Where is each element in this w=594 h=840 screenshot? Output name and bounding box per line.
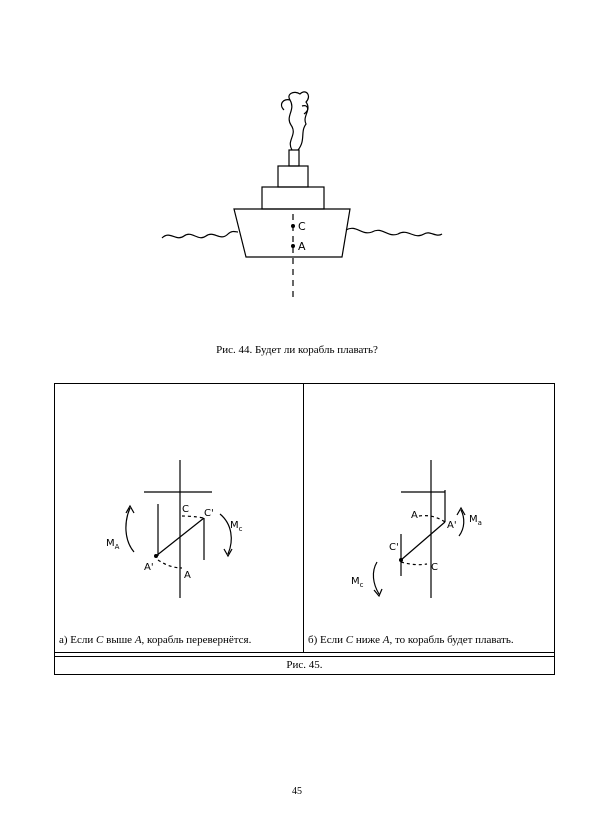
label-c: C [298, 220, 306, 233]
ship-chimney [289, 150, 299, 166]
figure-45-caption: Рис. 45. [286, 659, 323, 671]
diagram-a [100, 450, 260, 610]
moment-arrow-a [459, 510, 464, 536]
wave-right [346, 228, 442, 235]
label-a: A [411, 510, 418, 521]
wave-left [162, 232, 238, 239]
label-c-prime: C' [204, 508, 214, 519]
moment-arrow-a [126, 508, 134, 552]
panel-divider [303, 383, 304, 653]
label-a: A [184, 570, 191, 581]
caption-row-line [54, 656, 555, 657]
label-m-a: $M_a$ [469, 514, 482, 527]
ship-drawing [150, 80, 450, 305]
ship-hull [234, 209, 350, 257]
figure-44-caption: Рис. 44. Будет ли корабль плавать? [216, 344, 378, 356]
label-c-prime: C' [389, 542, 399, 553]
diagram-b [335, 450, 495, 610]
panel-b-caption: б) Если C ниже A, то корабль будет плавать. [308, 634, 514, 646]
label-m-a: $M_A$ [106, 538, 120, 551]
point-c [291, 224, 295, 228]
ship-lower-cabin [262, 187, 324, 209]
ship-upper-cabin [278, 166, 308, 187]
arc-c [401, 562, 427, 565]
caption-row-line [54, 652, 555, 653]
label-a-prime: A' [144, 562, 154, 573]
point-a-prime [154, 554, 158, 558]
panel-a-caption: а) Если C выше A, корабль перевернётся. [59, 634, 252, 646]
arc-a [419, 516, 445, 522]
point-c-prime [399, 558, 403, 562]
arc-a [158, 560, 182, 568]
label-c: C [182, 504, 189, 515]
label-a: A [298, 240, 306, 253]
page-number: 45 [292, 786, 302, 797]
diagonal [401, 522, 445, 560]
smoke-plume [289, 92, 309, 150]
moment-arrow-c [373, 562, 379, 594]
point-a [291, 244, 295, 248]
arc-c [182, 516, 204, 518]
label-m-c: $M_c$ [230, 520, 243, 533]
label-c: C [431, 562, 438, 573]
label-m-c: $M_c$ [351, 576, 364, 589]
label-a-prime: A' [447, 520, 457, 531]
